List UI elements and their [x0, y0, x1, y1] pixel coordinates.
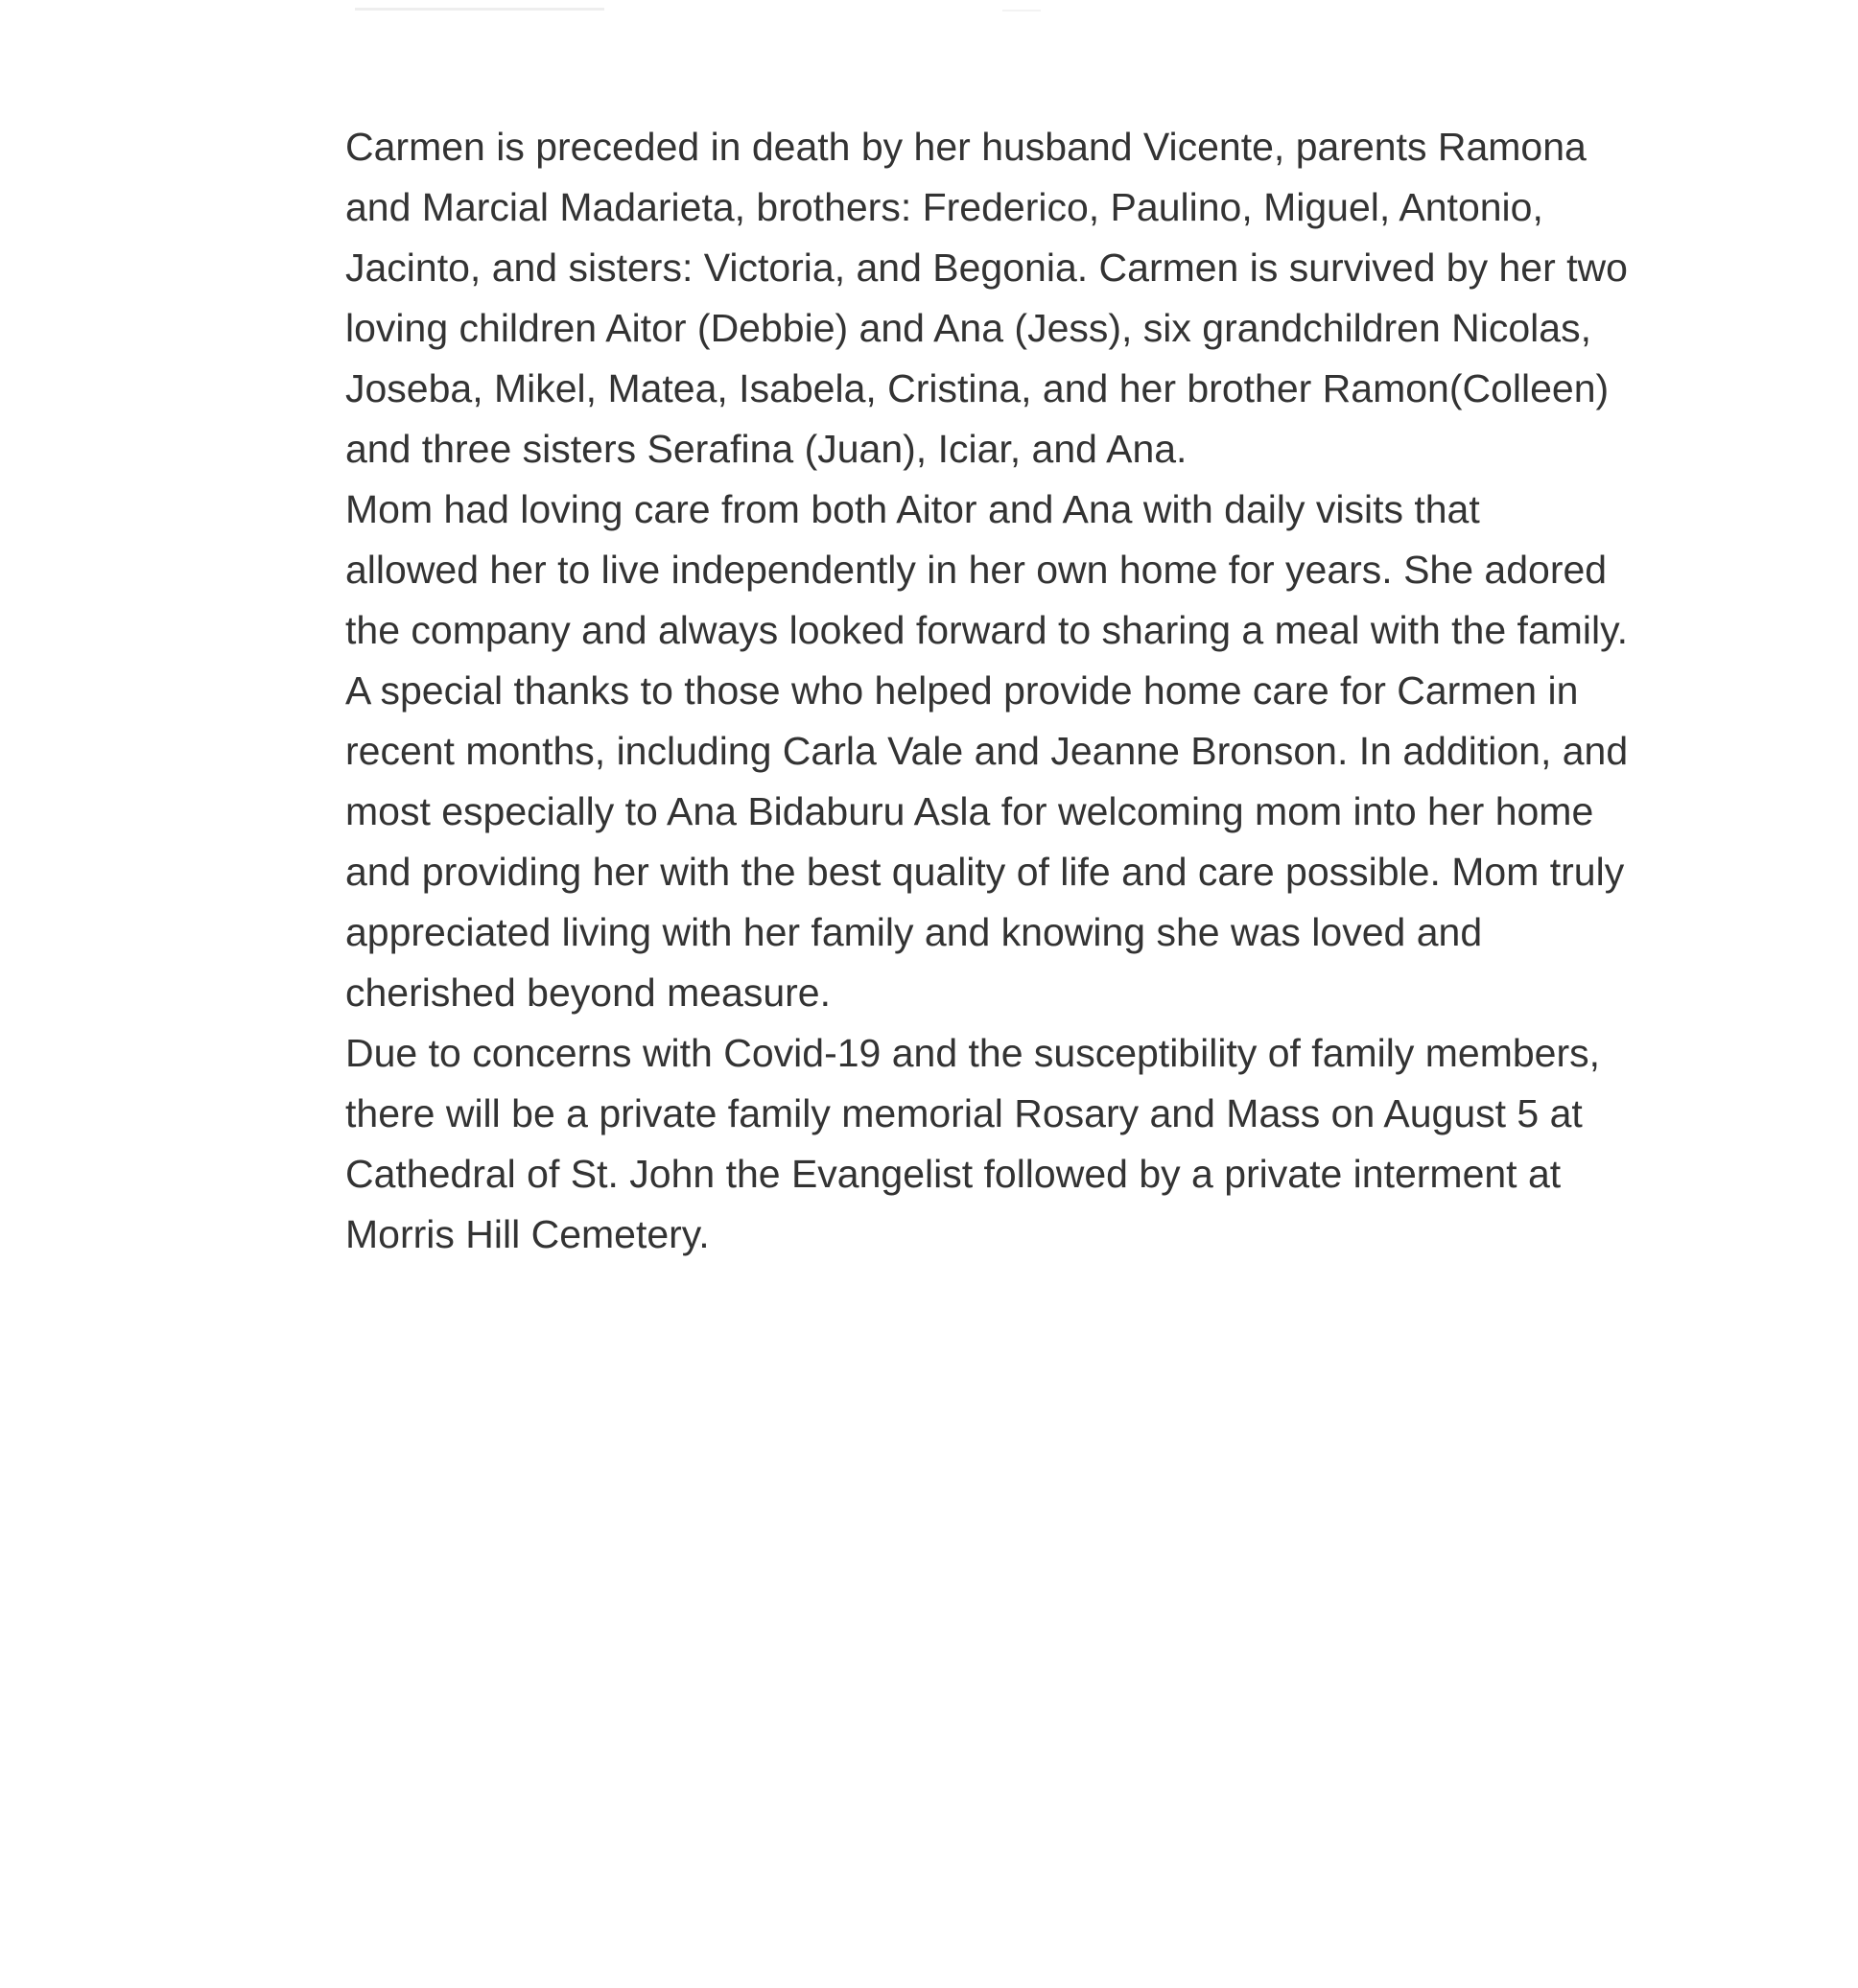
text-line: loving children Aitor (Debbie) and Ana (Jess), six grandchildren Nicolas, — [345, 306, 1591, 350]
text-line: and Marcial Madarieta, brothers: Frederico, Paulino, Miguel, Antonio, — [345, 185, 1543, 229]
text-line: A special thanks to those who helped provide home care for Carmen in — [345, 668, 1579, 713]
text-line: recent months, including Carla Vale and Jeanne Bronson. In addition, and — [345, 729, 1629, 773]
text-line: Joseba, Mikel, Matea, Isabela, Cristina, and her brother Ramon(Colleen) — [345, 366, 1610, 410]
text-line: and three sisters Serafina (Juan), Iciar, and Ana. — [345, 427, 1188, 471]
text-line: allowed her to live independently in her own home for years. She adored — [345, 548, 1608, 592]
text-line: Due to concerns with Covid-19 and the susceptibility of family members, — [345, 1031, 1601, 1075]
text-line: most especially to Ana Bidaburu Asla for welcoming mom into her home — [345, 789, 1594, 833]
text-line: the company and always looked forward to sharing a meal with the family. — [345, 608, 1628, 652]
text-line: Morris Hill Cemetery. — [345, 1212, 710, 1256]
obituary-text — [345, 117, 1755, 1265]
text-line: Carmen is preceded in death by her husband Vicente, parents Ramona — [345, 125, 1587, 169]
paragraph-service-details — [345, 1023, 1755, 1265]
text-line: there will be a private family memorial Rosary and Mass on August 5 at — [345, 1091, 1583, 1135]
text-line: and providing her with the best quality of life and care possible. Mom truly — [345, 850, 1625, 894]
paragraph-survivors — [345, 117, 1755, 479]
text-line: Mom had loving care from both Aitor and Ana with daily visits that — [345, 487, 1480, 531]
text-line: Cathedral of St. John the Evangelist followed by a private interment at — [345, 1152, 1562, 1196]
scan-artifact — [355, 8, 604, 11]
paragraph-care-thanks — [345, 479, 1755, 1023]
text-line: Jacinto, and sisters: Victoria, and Begonia. Carmen is survived by her two — [345, 246, 1628, 290]
text-line: appreciated living with her family and knowing she was loved and — [345, 910, 1483, 954]
scan-artifact — [1002, 10, 1041, 12]
text-line: cherished beyond measure. — [345, 971, 831, 1015]
